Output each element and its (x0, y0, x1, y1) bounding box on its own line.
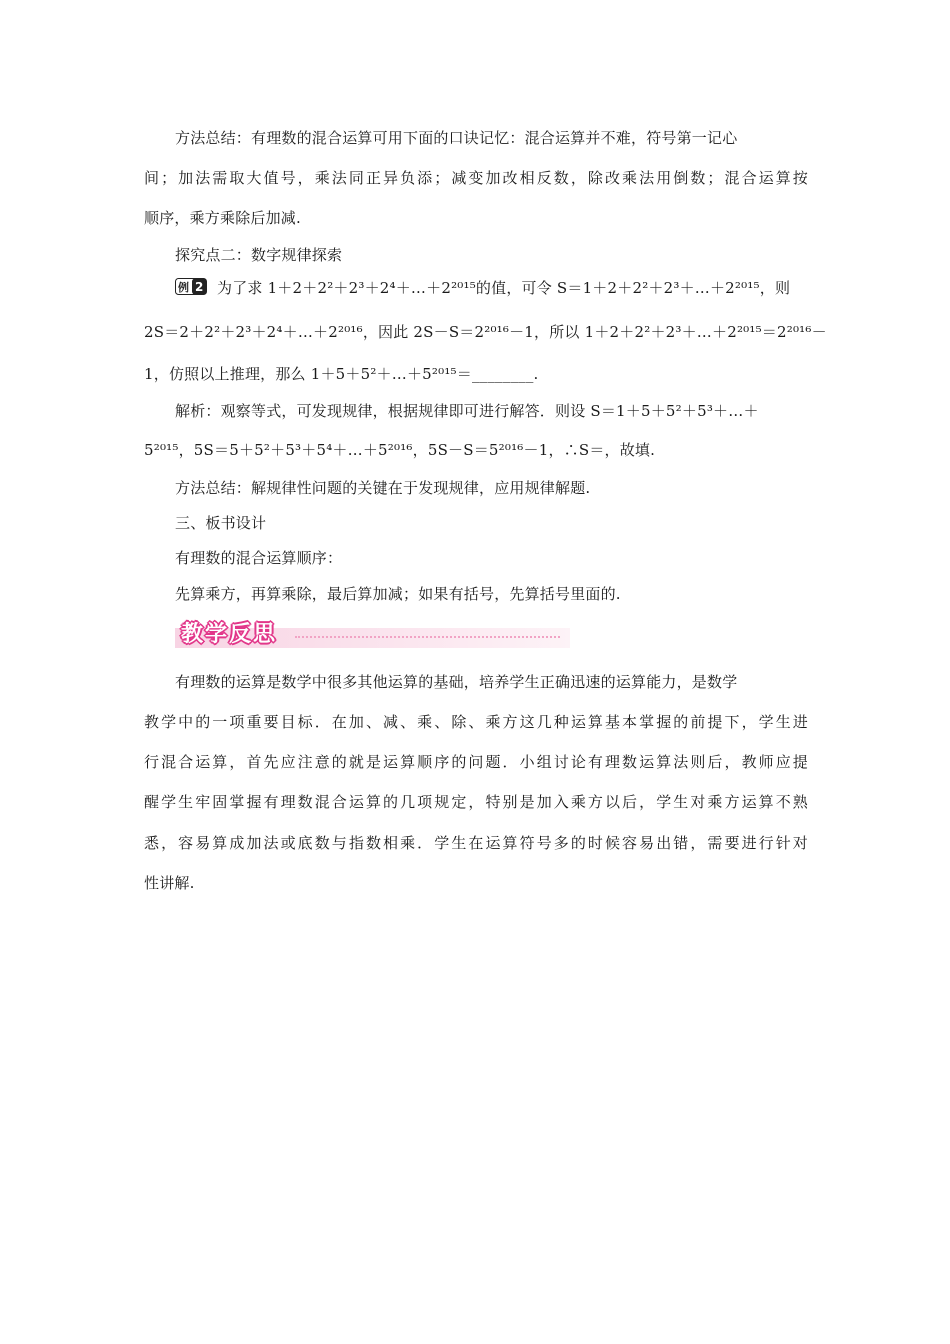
reflection-line-1: 有理数的运算是数学中很多其他运算的基础，培养学生正确迅速的运算能力，是数学 (175, 673, 738, 691)
reflection-line-5: 悉，容易算成加法或底数与指数相乘．学生在运算符号多的时候容易出错，需要进行针对 (144, 834, 808, 852)
summary-line-2: 间；加法需取大值号，乘法同正异负添；减变加改相反数，除改乘法用倒数；混合运算按 (144, 169, 808, 187)
summary-rule-line: 方法总结：解规律性问题的关键在于发现规律，应用规律解题. (175, 479, 591, 497)
summary-line-3: 顺序，乘方乘除后加减. (144, 209, 301, 227)
board-line-2: 先算乘方，再算乘除，最后算加减；如果有括号，先算括号里面的. (175, 585, 621, 603)
reflection-line-2: 教学中的一项重要目标．在加、减、乘、除、乘方这几种运算基本掌握的前提下，学生进 (144, 713, 808, 731)
example-2-text-1: 为了求 1＋2＋2²＋2³＋2⁴＋…＋2²⁰¹⁵的值，可令 S＝1＋2＋2²＋2³＋…＋2²⁰¹⁵，则 (217, 279, 791, 297)
analysis-line-1: 解析：观察等式，可发现规律，根据规律即可进行解答．则设 S＝1＋5＋5²＋5³＋…＋ (175, 402, 759, 420)
example-badge-icon (175, 278, 207, 295)
svg-text:例: 例 (178, 281, 190, 294)
reflection-line-3: 行混合运算，首先应注意的就是运算顺序的问题．小组讨论有理数运算法则后，教师应提 (144, 753, 808, 771)
banner-dotted-line (295, 636, 560, 638)
section-heading-board-design: 三、板书设计 (175, 514, 267, 532)
teaching-reflection-banner (175, 622, 570, 648)
analysis-line-2: 5²⁰¹⁵，5S＝5＋5²＋5³＋5⁴＋…＋5²⁰¹⁶，5S－S＝5²⁰¹⁶－1，∴S＝，故填. (144, 441, 656, 459)
svg-text:2: 2 (195, 280, 204, 294)
example-2-line-3: 1，仿照以上推理，那么 1＋5＋5²＋…＋5²⁰¹⁵＝________. (144, 365, 539, 383)
section-heading-explore-2: 探究点二：数字规律探索 (175, 246, 343, 264)
example-2-line-1 (175, 278, 808, 298)
example-2-line-2: 2S＝2＋2²＋2³＋2⁴＋…＋2²⁰¹⁶，因此 2S－S＝2²⁰¹⁶－1，所以 1＋2＋2²＋2³＋…＋2²⁰¹⁵＝2²⁰¹⁶－ (144, 323, 827, 341)
summary-line-1: 方法总结：有理数的混合运算可用下面的口诀记忆：混合运算并不难，符号第一记心 (175, 129, 738, 147)
reflection-line-4: 醒学生牢固掌握有理数混合运算的几项规定，特别是加入乘方以后，学生对乘方运算不熟 (144, 793, 808, 811)
board-line-1: 有理数的混合运算顺序： (175, 549, 343, 567)
reflection-line-6: 性讲解. (144, 874, 195, 892)
banner-title: 教学反思 (181, 622, 278, 647)
